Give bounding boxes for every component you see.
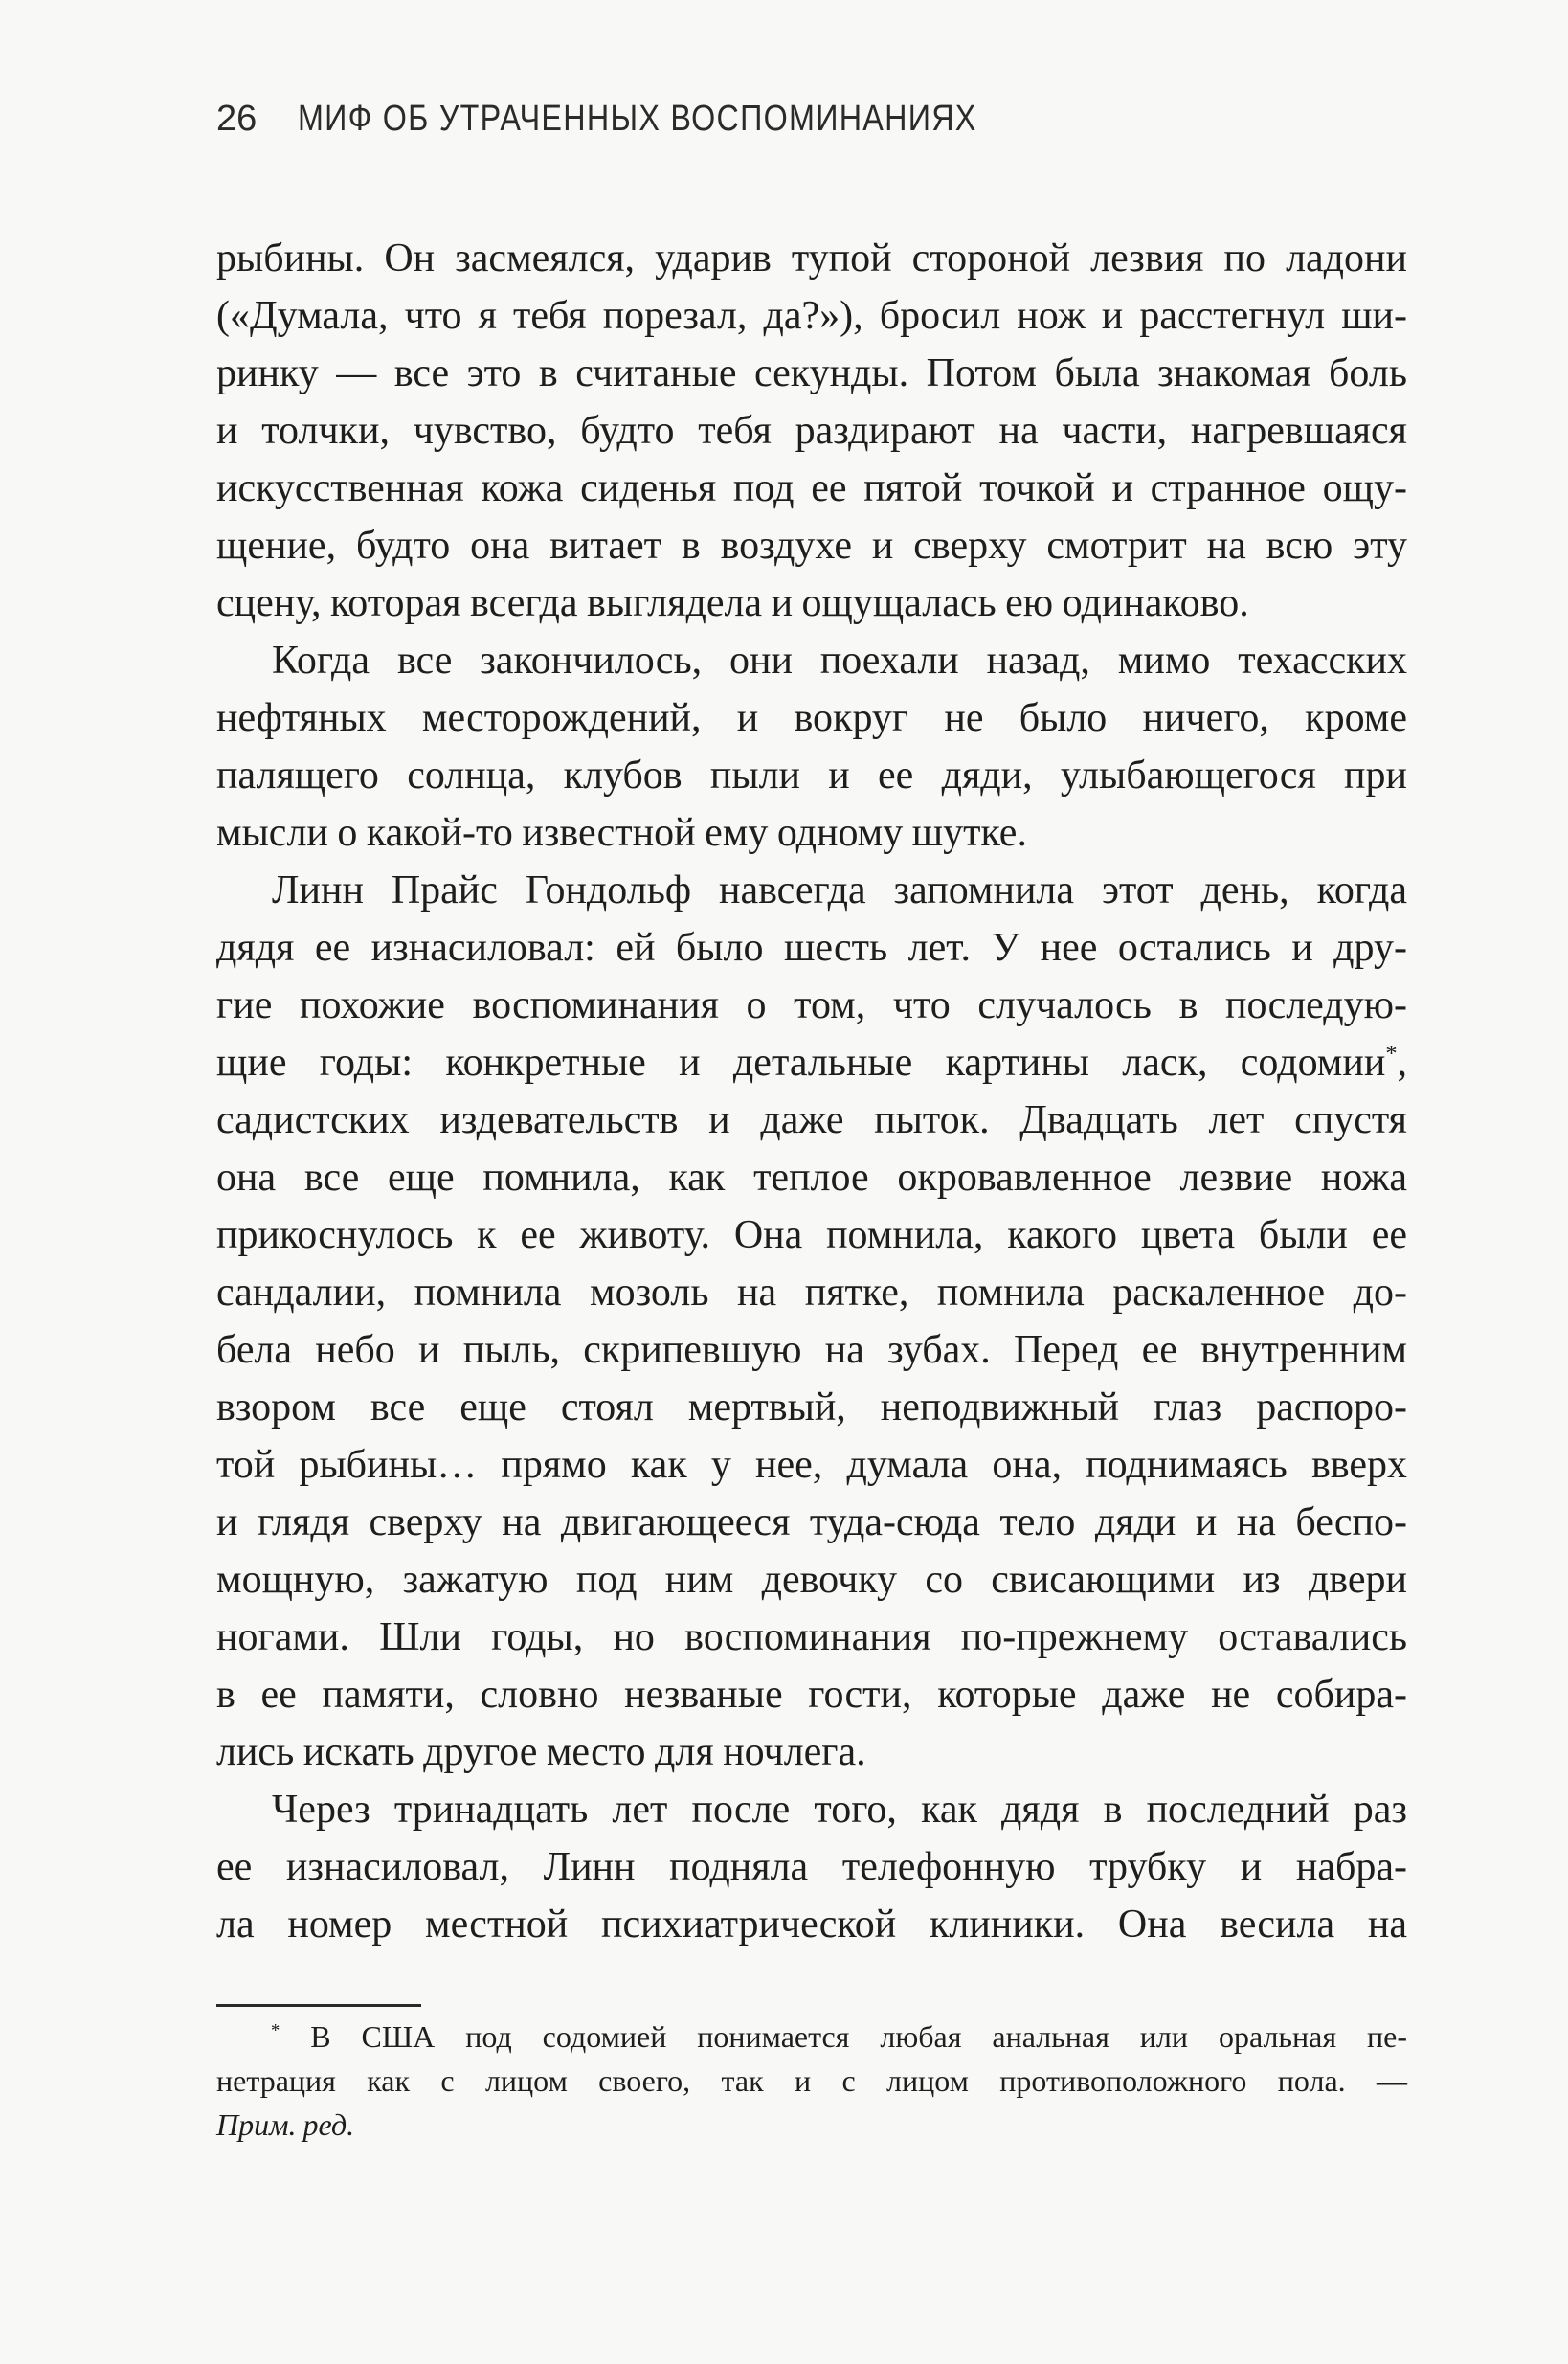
- text-line: Линн Прайс Гондольф навсегда запомнила этот день, когда: [272, 868, 1407, 912]
- text-line: той рыбины… прямо как у нее, думала она, поднимаясь вверх: [216, 1443, 1407, 1487]
- text-line: сандалии, помнила мозоль на пятке, помнила раскаленное до-: [216, 1271, 1407, 1315]
- running-header: [216, 98, 1097, 138]
- text-line: садистских издевательств и даже пыток. Двадцать лет спустя: [216, 1098, 1407, 1142]
- text-line: дядя ее изнасиловал: ей было шесть лет. У нее остались и дру-: [216, 926, 1407, 970]
- text-line: лись искать другое место для ночлега.: [216, 1730, 866, 1774]
- footnote: [216, 2015, 1407, 2147]
- text-line: ла номер местной психиатрической клиники. Она весила на: [216, 1902, 1407, 1947]
- text-line: Через тринадцать лет после того, как дядя в последний раз: [272, 1788, 1407, 1832]
- text-line: в ее памяти, словно незваные гости, которые даже не собира-: [216, 1673, 1407, 1717]
- text-line: нетрация как с лицом своего, так и с лицом противоположного пола. —: [216, 2063, 1407, 2098]
- text-line: Когда все закончилось, они поехали назад, мимо техасских: [272, 639, 1407, 683]
- text-line: прикоснулось к ее животу. Она помнила, какого цвета были ее: [216, 1213, 1407, 1257]
- editor-note-attribution: Прим. ред.: [216, 2107, 355, 2142]
- text-line: бела небо и пыль, скрипевшую на зубах. Перед ее внутренним: [216, 1328, 1407, 1372]
- paragraph: [216, 230, 1407, 632]
- text-line: ногами. Шли годы, но воспоминания по-прежнему оставались: [216, 1615, 1407, 1659]
- text-line: мысли о какой-то известной ему одному шутке.: [216, 811, 1027, 855]
- text-line: гие похожие воспоминания о том, что случалось в последую-: [216, 983, 1407, 1027]
- footnote-marker: *: [1385, 1041, 1398, 1067]
- text-line: и глядя сверху на двигающееся туда-сюда тело дяди и на беспо-: [216, 1500, 1407, 1544]
- text-line: ее изнасиловал, Линн подняла телефонную трубку и набра-: [216, 1845, 1407, 1889]
- text-line: щие годы: конкретные и детальные картины ласк, содомии*,: [216, 1041, 1407, 1085]
- text-line: рыбины. Он засмеялся, ударив тупой стороной лезвия по ладони: [216, 236, 1407, 281]
- paragraph: [216, 862, 1407, 1781]
- text-line: и толчки, чувство, будто тебя раздирают на части, нагревшаяся: [216, 409, 1407, 453]
- text-line: палящего солнца, клубов пыли и ее дяди, улыбающегося при: [216, 754, 1407, 798]
- text-line: («Думала, что я тебя порезал, да?»), бросил нож и расстегнул ши-: [216, 294, 1407, 338]
- text-line: взором все еще стоял мертвый, неподвижный глаз распоро-: [216, 1385, 1407, 1430]
- text-line: мощную, зажатую под ним девочку со свисающими из двери: [216, 1558, 1407, 1602]
- footnote-marker: *: [271, 2020, 280, 2041]
- footnote-separator: [216, 2004, 421, 2007]
- paragraph: [216, 1781, 1407, 1953]
- text-line: она все еще помнила, как теплое окровавленное лезвие ножа: [216, 1156, 1407, 1200]
- text-line: щение, будто она витает в воздухе и сверху смотрит на всю эту: [216, 524, 1407, 568]
- text-line: сцену, которая всегда выглядела и ощущалась ею одинаково.: [216, 581, 1249, 625]
- running-title: МИФ ОБ УТРАЧЕННЫХ ВОСПОМИНАНИЯХ: [298, 99, 977, 139]
- paragraph: [216, 632, 1407, 862]
- text-line: [216, 2103, 1407, 2147]
- text-line: * В США под содомией понимается любая анальная или оральная пе-: [271, 2019, 1407, 2054]
- text-line: ринку — все это в считаные секунды. Потом была знакомая боль: [216, 351, 1407, 395]
- text-line: нефтяных месторождений, и вокруг не было ничего, кроме: [216, 696, 1407, 740]
- paragraph: [216, 2015, 1407, 2147]
- text-line: искусственная кожа сиденья под ее пятой точкой и странное ощу-: [216, 466, 1407, 510]
- body-text: [216, 230, 1407, 1953]
- page-number: 26: [216, 99, 258, 139]
